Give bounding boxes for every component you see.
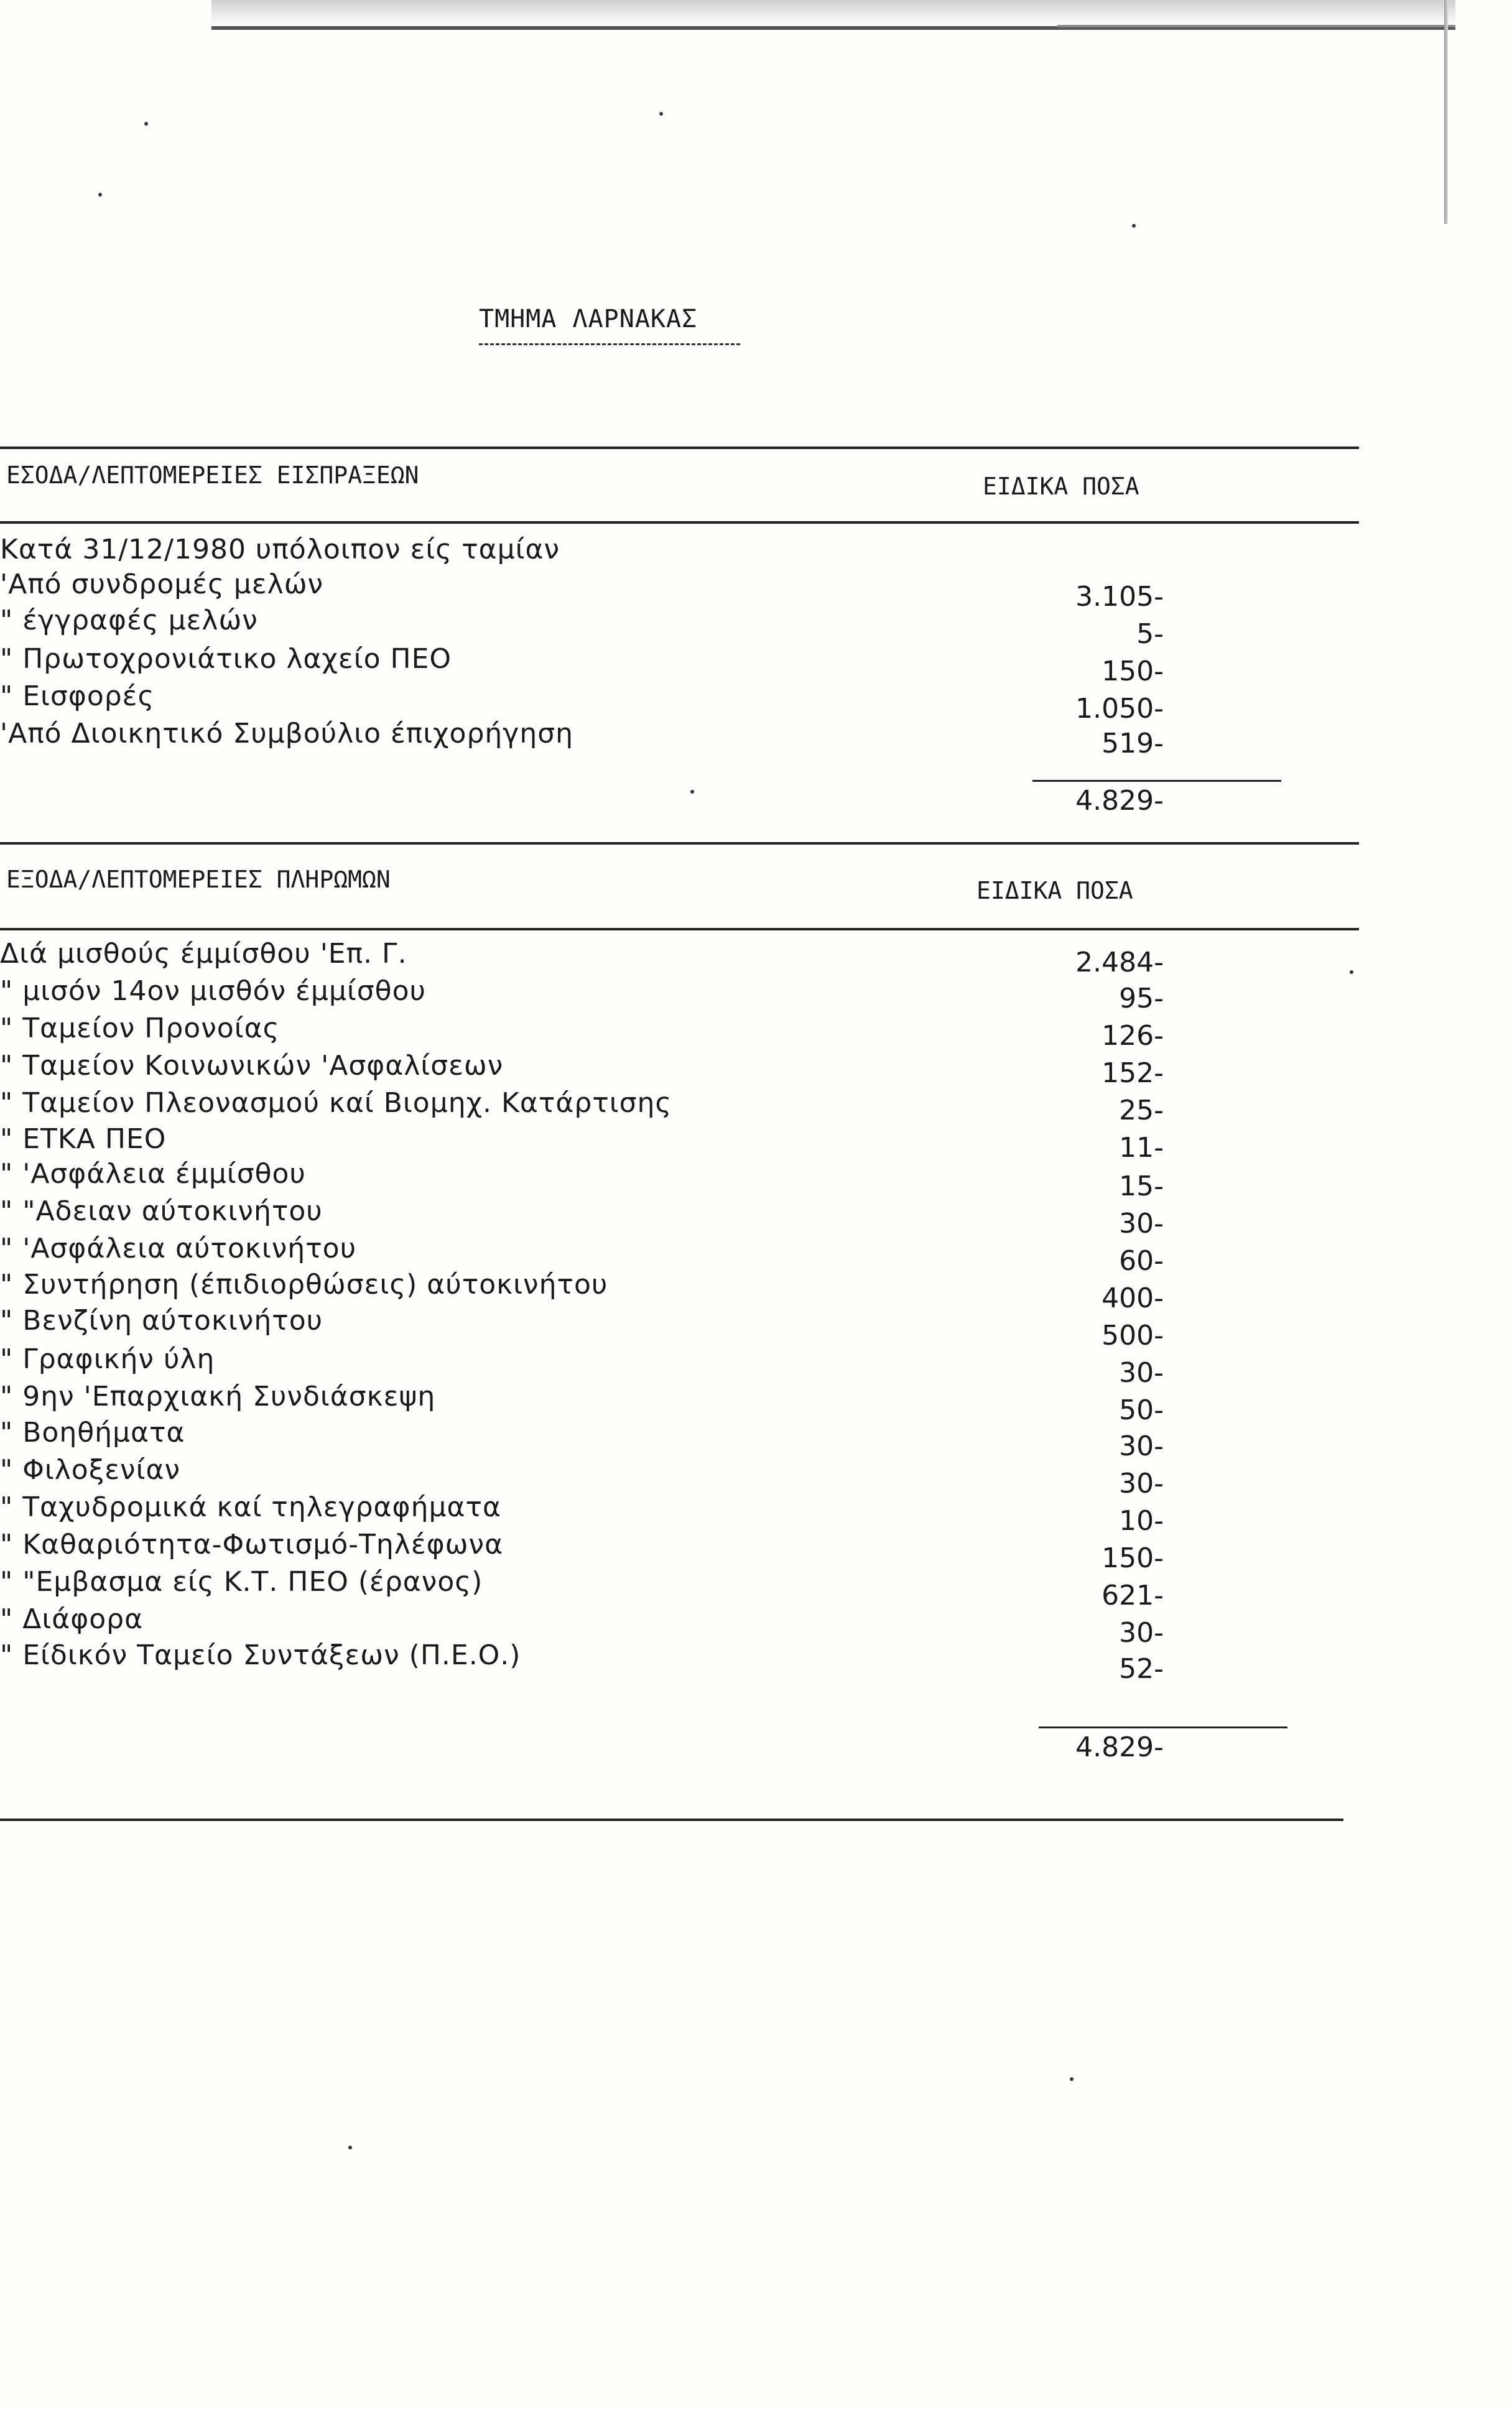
payment-amount: 11- [1119,1132,1164,1164]
payment-row [0,1343,1512,1389]
receipt-row [0,718,1512,759]
receipt-desc: " Εισφορές [0,680,155,712]
payments-header-left: ΕΞΟΔΑ/ΛΕΠΤΟΜΕΡΕΙΕΣ ΠΛΗΡΩΜΩΝ [6,866,391,893]
payment-desc: " Βενζίνη αύτοκινήτου [0,1305,323,1337]
payment-row [0,1529,1512,1574]
scan-speck [348,2146,352,2149]
payment-desc: " Ταχυδρομικά καί τηλεγραφήματα [0,1491,501,1523]
payment-row [0,1305,1512,1351]
receipt-amount: 3.105- [1075,581,1164,613]
payment-amount: 30- [1119,1430,1164,1462]
payment-desc: " Φιλοξενίαν [0,1454,181,1486]
payment-amount: 30- [1119,1617,1164,1649]
scan-speck [1070,2077,1074,2081]
receipt-row [0,605,1512,650]
page-title: ΤΜΗΜΑ ΛΑΡΝΑΚΑΣ [479,305,698,333]
payment-row [0,1050,1512,1087]
receipt-desc: Κατά 31/12/1980 υπόλοιπον είς ταμίαν [0,534,560,565]
title-underline [479,343,740,345]
receipt-row [0,680,1512,725]
payment-amount: 150- [1102,1542,1164,1574]
scan-speck [144,122,148,126]
receipt-amount: 5- [1136,618,1164,650]
scan-edge-right [1444,0,1448,224]
payments-top-rule [0,842,1359,845]
payment-amount: 30- [1119,1468,1164,1499]
payment-amount: 60- [1119,1245,1164,1277]
receipt-row [0,643,1512,687]
payment-row [0,1417,1512,1462]
payment-amount: 126- [1102,1020,1164,1052]
receipts-header-right: ΕΙΔΙΚΑ ΠΟΣΑ [983,473,1139,500]
receipts-top-rule [0,447,1359,449]
receipt-amount: 1.050- [1075,693,1164,725]
payment-desc: " Ταμείον Προνοίας [0,1013,280,1044]
payment-row [0,1269,1512,1314]
payment-desc: " 'Ασφάλεια αύτοκινήτου [0,1233,357,1264]
payment-row [0,975,1512,1013]
payment-row [0,1233,1512,1277]
scan-speck [1132,224,1136,228]
payments-header-right: ΕΙΔΙΚΑ ΠΟΣΑ [976,877,1133,904]
receipts-header-left: ΕΣΟΔΑ/ΛΕΠΤΟΜΕΡΕΙΕΣ ΕΙΣΠΡΑΞΕΩΝ [6,461,419,489]
payment-desc: " ΕΤΚΑ ΠΕΟ [0,1123,167,1155]
payment-desc: " Ταμείον Πλεονασμού καί Βιομηχ. Κατάρτισης [0,1087,672,1119]
payment-amount: 30- [1119,1357,1164,1389]
payment-amount: 25- [1119,1095,1164,1126]
receipts-total: 4.829- [1075,785,1164,817]
payment-amount: 30- [1119,1208,1164,1240]
receipt-amount: 150- [1102,656,1164,687]
payment-amount: 152- [1102,1057,1164,1089]
payment-amount: 52- [1119,1653,1164,1685]
payment-amount: 50- [1119,1394,1164,1426]
payment-row [0,1013,1512,1050]
payment-desc: " Γραφικήν ύλη [0,1343,215,1375]
payment-amount: 621- [1102,1580,1164,1611]
scan-edge-top-shadow [1057,25,1455,27]
payment-desc: " Είδικόν Ταμείο Συντάξεων (Π.Ε.Ο.) [0,1639,521,1671]
payment-row [0,1087,1512,1124]
scan-speck [690,790,694,794]
payment-amount: 95- [1119,983,1164,1014]
payment-row [0,1603,1512,1649]
payments-header-rule [0,928,1359,930]
receipt-desc: 'Από συνδρομές μελών [0,568,324,600]
payment-desc: " "Αδειαν αύτοκινήτου [0,1195,323,1227]
receipt-desc: " έγγραφές μελών [0,605,258,636]
payment-desc: " μισόν 14ον μισθόν έμμίσθου [0,975,426,1007]
payment-amount: 15- [1119,1170,1164,1202]
payment-row [0,1566,1512,1611]
payment-row [0,938,1512,978]
scan-speck [98,193,102,197]
payment-amount: 2.484- [1075,947,1164,978]
payment-desc: Διά μισθούς έμμίσθου 'Επ. Γ. [0,938,407,970]
payment-amount: 400- [1102,1282,1164,1314]
payment-amount: 500- [1102,1320,1164,1351]
payments-total-rule [1039,1726,1287,1728]
payment-amount: 10- [1119,1505,1164,1537]
payment-desc: " "Εμβασμα είς Κ.Τ. ΠΕΟ (έρανος) [0,1566,483,1598]
payment-desc: " Ταμείον Κοινωνικών 'Ασφαλίσεων [0,1050,504,1082]
payment-row [0,1639,1512,1685]
receipts-header-rule [0,521,1359,524]
receipt-desc: " Πρωτοχρονιάτικο λαχείο ΠΕΟ [0,643,452,675]
payments-total: 4.829- [1075,1731,1164,1763]
scan-speck [659,112,663,116]
payment-desc: " 'Ασφάλεια έμμίσθου [0,1158,306,1190]
payment-row [0,1454,1512,1499]
payment-desc: " Βοηθήματα [0,1417,185,1448]
payment-row [0,1195,1512,1240]
payments-bottom-rule [0,1819,1343,1821]
receipts-total-rule [1032,780,1281,782]
payment-row [0,1158,1512,1202]
payment-desc: " 9ην 'Επαρχιακή Συνδιάσκεψη [0,1381,436,1412]
payment-row [0,1123,1512,1164]
payment-desc: " Διάφορα [0,1603,144,1635]
receipt-desc: 'Από Διοικητικό Συμβούλιο έπιχορήγηση [0,718,573,749]
receipt-row [0,568,1512,613]
payment-row [0,1491,1512,1537]
payment-desc: " Καθαριότητα-Φωτισμό-Τηλέφωνα [0,1529,504,1560]
receipt-row [0,534,1512,571]
payment-desc: " Συντήρηση (έπιδιορθώσεις) αύτοκινήτου [0,1269,608,1300]
receipt-amount: 519- [1102,728,1164,759]
payment-row [0,1381,1512,1426]
